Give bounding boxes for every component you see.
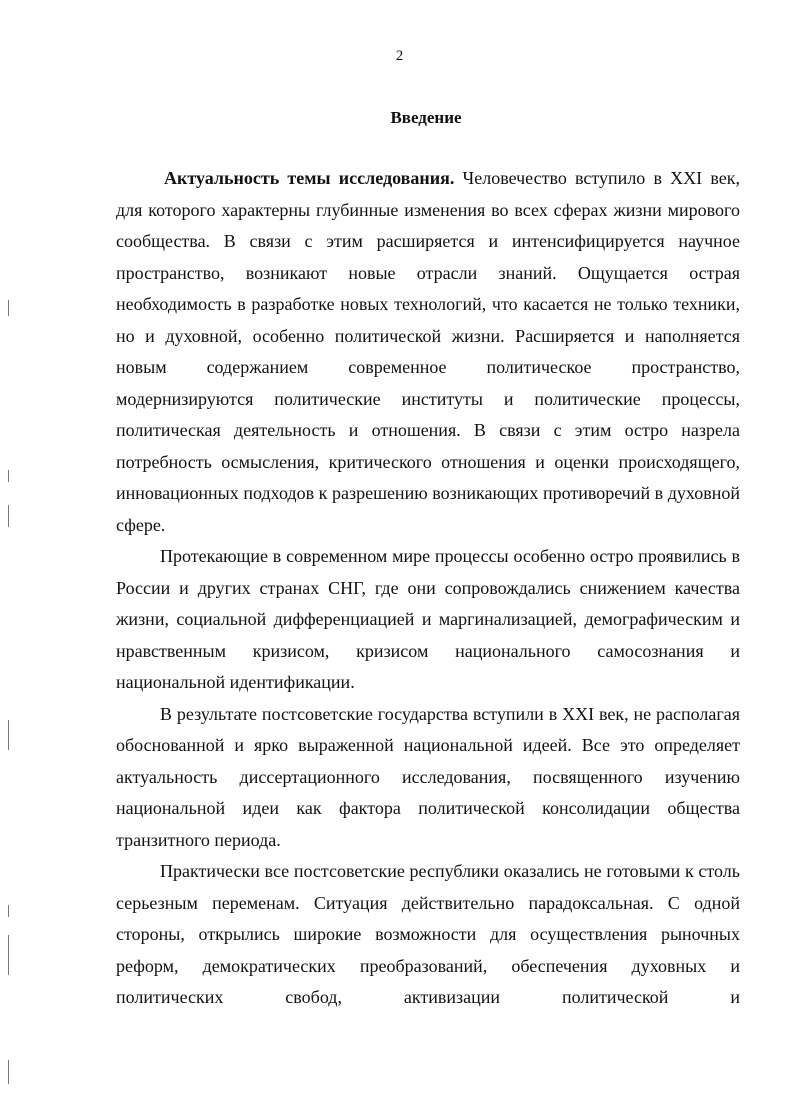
paragraph-republics xyxy=(116,856,740,1014)
paragraph-text: В результате постсоветские государства вступили в XXI век, не располагая обоснованной и ярко выраженной национальной идеей. Все это определяет актуальность диссертационного исследования, посвященного изучению национальной идеи как фактора политической консолидации общества транзитного периода. xyxy=(116,703,740,850)
paragraph-text: Протекающие в современном мире процессы особенно остро проявились в России и других странах СНГ, где они сопровождались снижением качества жизни, социальной дифференциацией и маргинализацией, демографическим и нравственным кризисом, кризисом национального самосознания и национальной идентификации. xyxy=(116,546,740,692)
paragraph-processes xyxy=(116,541,740,699)
body-text xyxy=(116,163,740,1014)
section-title: Введение xyxy=(390,108,462,127)
paragraph-text: Человечество вступило в XXI век, для которого характерны глубинные изменения во всех сферах жизни мирового сообщества. В связи с этим расширяется и интенсифицируется научное пространство, возникают новые отрасли знаний. Ощущается острая необходимость в разработке новых технологий, что касается не только техники, но и духовной, особенно политической жизни. Расширяется и наполняется новым содержанием современное политическое пространство, модернизируются политические институты и политические процессы, политическая деятельность и отношения. В связи с этим остро назрела потребность осмысления, критического отношения и оценки происходящего, инновационных подходов к разрешению возникающих противоречий в духовной сфере. xyxy=(116,168,740,535)
paragraph-lead-heading: Актуальность темы исследования. xyxy=(164,168,455,188)
paragraph-relevance xyxy=(116,163,740,541)
paragraph-text: Практически все постсоветские республики оказались не готовыми к столь серьезным переменам. Ситуация действительно парадоксальная. С одной стороны, открылись широкие возможности для осуществления рыночных реформ, демократических преобразований, обеспечения духовных и политических свобод, активизации политической и xyxy=(116,861,740,1007)
scan-edge-mark xyxy=(8,935,9,975)
scan-edge-mark xyxy=(8,720,9,750)
scan-edge-mark xyxy=(8,1060,9,1084)
page-number: 2 xyxy=(395,48,404,64)
paragraph-result xyxy=(116,699,740,857)
scan-edge-mark xyxy=(8,905,9,917)
scan-edge-mark xyxy=(8,505,9,527)
scan-edge-mark xyxy=(8,470,9,482)
scan-edge-mark xyxy=(8,300,9,316)
